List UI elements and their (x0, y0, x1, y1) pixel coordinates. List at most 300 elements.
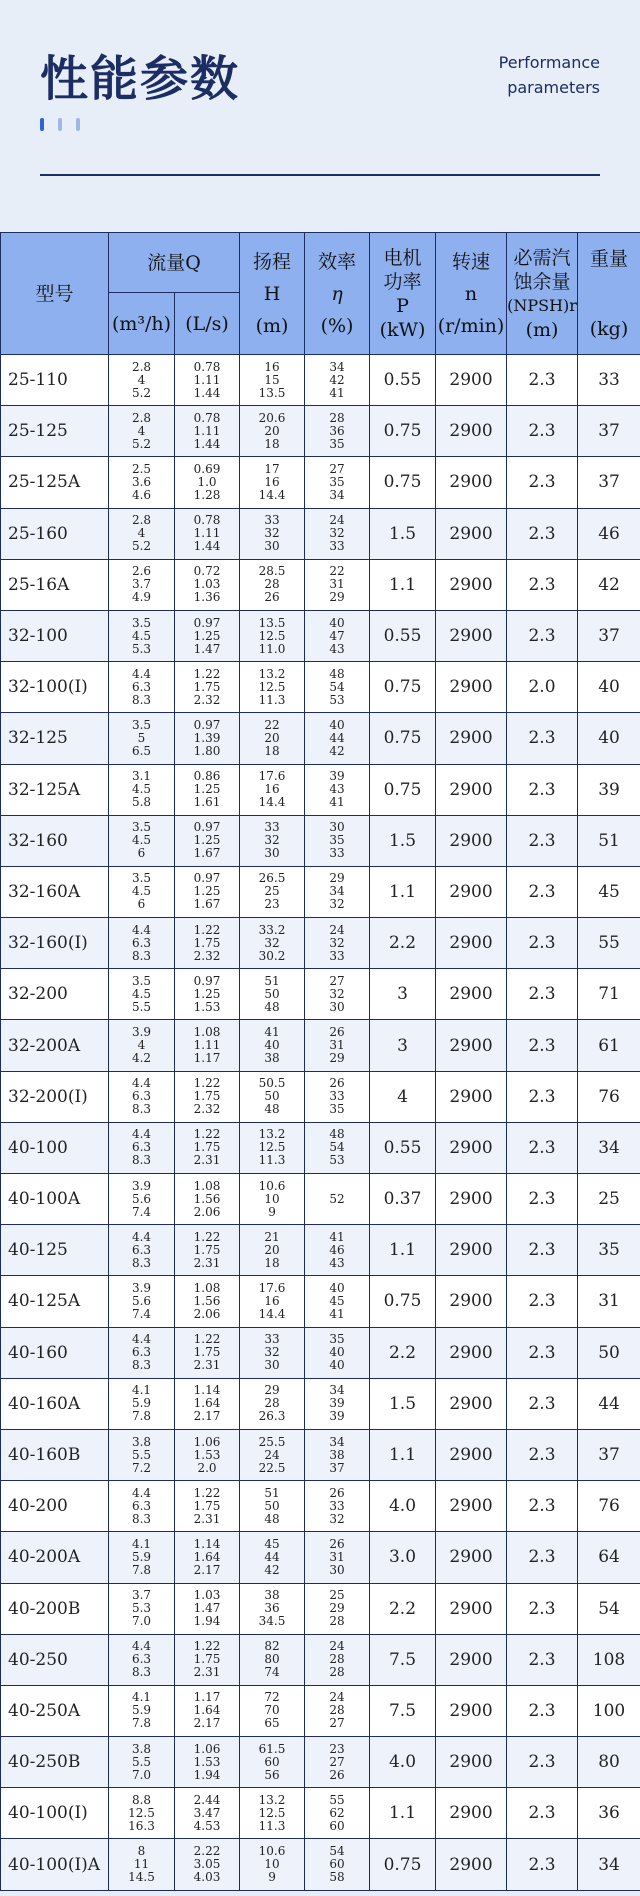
cell-efficiency-value: 33 (329, 1089, 345, 1104)
parameters-table (0, 232, 640, 1891)
cell-efficiency-value: 38 (329, 1447, 345, 1462)
cell-flow-ls-value: 1.67 (193, 846, 221, 861)
cell-head-value: 38 (264, 1588, 280, 1603)
cell-npsh: 2.3 (507, 610, 578, 661)
cell-head (240, 969, 305, 1020)
cell-flow-m3h (109, 1737, 175, 1788)
table-row (1, 1583, 640, 1634)
cell-head (240, 457, 305, 508)
th-flow-m3h: (m³/h) (109, 293, 175, 355)
cell-npsh: 2.3 (507, 866, 578, 917)
cell-flow-m3h-value: 12.5 (128, 1805, 155, 1820)
cell-head-value: 32 (264, 1345, 280, 1360)
cell-flow-m3h-value: 6.5 (131, 743, 152, 758)
table-row (1, 1225, 640, 1276)
cell-flow-m3h-value: 4.4 (131, 666, 152, 681)
cell-power: 0.55 (370, 355, 436, 406)
cell-head-value: 65 (264, 1716, 280, 1731)
table-row (1, 764, 640, 815)
cell-efficiency-value: 31 (329, 1038, 345, 1053)
cell-head-value: 10.6 (258, 1178, 286, 1193)
cell-efficiency (305, 969, 370, 1020)
cell-model: 40-125A (1, 1276, 109, 1327)
th-weight (578, 233, 640, 355)
table-body (1, 355, 640, 1891)
cell-head-value: 32 (264, 935, 280, 950)
cell-efficiency-value: 40 (329, 1358, 345, 1373)
table-row (1, 457, 640, 508)
cell-flow-ls-value: 2.0 (197, 1460, 217, 1475)
cell-flow-ls (175, 713, 240, 764)
cell-model: 40-160 (1, 1327, 109, 1378)
cell-flow-m3h (109, 1481, 175, 1532)
cell-power: 0.75 (370, 1276, 436, 1327)
cell-flow-m3h-value: 8.3 (131, 692, 152, 707)
cell-flow-ls (175, 1532, 240, 1583)
cell-head (240, 1378, 305, 1429)
cell-efficiency-value: 35 (329, 436, 345, 451)
cell-flow-m3h-value: 4.4 (131, 1127, 152, 1142)
cell-flow-ls-value: 1.64 (193, 1549, 221, 1564)
cell-flow-ls-value: 0.97 (193, 615, 221, 630)
cell-flow-ls (175, 406, 240, 457)
cell-power: 2.2 (370, 918, 436, 969)
cell-head-value: 51 (264, 1485, 280, 1500)
cell-head-value: 11.0 (258, 641, 286, 656)
cell-head-value: 21 (264, 1229, 280, 1244)
cell-flow-m3h-value: 7.8 (131, 1716, 152, 1731)
cell-flow-ls-value: 2.32 (193, 1102, 221, 1117)
cell-efficiency-value: 28 (329, 410, 345, 425)
cell-efficiency (305, 1788, 370, 1839)
th-flow: 流量Q (109, 233, 240, 293)
table-row (1, 662, 640, 713)
cell-power: 3 (370, 1020, 436, 1071)
cell-efficiency-value: 39 (329, 769, 345, 784)
cell-power: 4 (370, 1071, 436, 1122)
cell-flow-m3h-value: 3.9 (131, 1280, 152, 1295)
cell-flow-ls (175, 559, 240, 610)
cell-flow-ls-value: 1.14 (193, 1383, 221, 1398)
cell-flow-ls (175, 1737, 240, 1788)
cell-flow-ls-value: 1.03 (193, 1588, 221, 1603)
cell-efficiency-value: 29 (329, 590, 345, 605)
cell-head-value: 14.4 (258, 795, 286, 810)
cell-speed: 2900 (436, 866, 507, 917)
cell-efficiency-value: 46 (329, 1242, 345, 1257)
cell-flow-ls (175, 1429, 240, 1480)
subtitle-line-1: Performance (498, 53, 600, 72)
cell-flow-m3h-value: 6.3 (131, 1345, 152, 1360)
cell-head (240, 406, 305, 457)
cell-flow-ls-value: 1.36 (193, 590, 221, 605)
cell-efficiency-value: 39 (329, 1409, 345, 1424)
cell-flow-ls-value: 1.0 (197, 474, 217, 489)
cell-efficiency-value: 40 (329, 615, 345, 630)
cell-head-value: 18 (264, 743, 280, 758)
cell-flow-m3h (109, 969, 175, 1020)
cell-model: 40-100A (1, 1174, 109, 1225)
cell-flow-ls-value: 1.44 (193, 385, 221, 400)
cell-model: 32-160A (1, 866, 109, 917)
cell-flow-m3h-value: 3.9 (131, 1178, 152, 1193)
cell-efficiency-value: 32 (329, 526, 345, 541)
cell-flow-m3h-value: 4.9 (131, 590, 152, 605)
cell-speed: 2900 (436, 815, 507, 866)
cell-model: 32-200 (1, 969, 109, 1020)
th-npsh-symbol: (NPSH)r (507, 295, 577, 315)
cell-flow-ls (175, 969, 240, 1020)
cell-flow-m3h (109, 1788, 175, 1839)
cell-npsh: 2.3 (507, 815, 578, 866)
th-head (240, 233, 305, 355)
cell-flow-ls-value: 1.08 (193, 1280, 221, 1295)
cell-head-value: 48 (264, 999, 280, 1014)
cell-head-value: 15 (264, 372, 280, 387)
cell-head (240, 866, 305, 917)
cell-efficiency-value: 34 (329, 884, 345, 899)
cell-efficiency (305, 1583, 370, 1634)
cell-flow-ls-value: 1.44 (193, 539, 221, 554)
cell-npsh: 2.0 (507, 662, 578, 713)
cell-head-value: 56 (264, 1767, 280, 1782)
cell-flow-ls-value: 1.06 (193, 1741, 221, 1756)
cell-flow-m3h-value: 2.8 (131, 513, 152, 528)
cell-efficiency-value: 62 (329, 1805, 345, 1820)
cell-speed: 2900 (436, 1481, 507, 1532)
cell-head (240, 1071, 305, 1122)
cell-head-value: 45 (264, 1536, 280, 1551)
cell-weight: 33 (578, 355, 640, 406)
cell-speed: 2900 (436, 1071, 507, 1122)
cell-flow-m3h-value: 7.4 (131, 1204, 152, 1219)
cell-flow-m3h-value: 6 (137, 897, 146, 912)
cell-flow-m3h (109, 1378, 175, 1429)
cell-head-value: 11.3 (258, 1153, 286, 1168)
cell-efficiency (305, 457, 370, 508)
cell-efficiency-value: 40 (329, 717, 345, 732)
cell-head-value: 74 (264, 1665, 280, 1680)
cell-flow-ls-value: 1.25 (193, 833, 221, 848)
cell-npsh: 2.3 (507, 1378, 578, 1429)
cell-npsh: 2.3 (507, 1583, 578, 1634)
cell-flow-m3h-value: 8.3 (131, 1102, 152, 1117)
cell-head-value: 50 (264, 986, 280, 1001)
cell-head-value: 26.5 (258, 871, 286, 886)
th-power (370, 233, 436, 355)
cell-weight: 37 (578, 1429, 640, 1480)
cell-flow-m3h-value: 7.4 (131, 1306, 152, 1321)
cell-flow-ls-value: 1.75 (193, 1140, 221, 1155)
cell-flow-m3h-value: 4.5 (131, 782, 152, 797)
cell-head-value: 9 (268, 1204, 276, 1219)
cell-weight: 71 (578, 969, 640, 1020)
cell-power: 0.75 (370, 406, 436, 457)
cell-flow-m3h-value: 5.2 (131, 539, 152, 554)
table-row (1, 1685, 640, 1736)
cell-weight: 39 (578, 764, 640, 815)
cell-power: 1.1 (370, 559, 436, 610)
cell-flow-m3h-value: 8 (137, 1844, 146, 1859)
cell-flow-ls (175, 355, 240, 406)
cell-flow-ls-value: 3.05 (193, 1857, 221, 1872)
cell-flow-m3h-value: 4.5 (131, 628, 152, 643)
cell-efficiency (305, 559, 370, 610)
cell-flow-ls-value: 1.22 (193, 1332, 221, 1347)
cell-flow-ls-value: 0.97 (193, 973, 221, 988)
cell-head-value: 32 (264, 833, 280, 848)
cell-head-value: 80 (264, 1652, 280, 1667)
cell-weight: 45 (578, 866, 640, 917)
cell-efficiency (305, 406, 370, 457)
cell-head (240, 1583, 305, 1634)
cell-weight: 34 (578, 1839, 640, 1890)
cell-power: 0.55 (370, 1122, 436, 1173)
cell-flow-ls-value: 1.11 (193, 526, 221, 541)
cell-flow-ls (175, 918, 240, 969)
cell-efficiency-value: 41 (329, 1229, 345, 1244)
cell-flow-ls-value: 2.17 (193, 1716, 221, 1731)
cell-head-value: 13.2 (258, 1127, 286, 1142)
cell-efficiency (305, 866, 370, 917)
cell-flow-ls-value: 0.78 (193, 410, 221, 425)
th-head-unit: (m) (255, 314, 289, 337)
cell-efficiency-value: 30 (329, 999, 345, 1014)
cell-efficiency-value: 27 (329, 1716, 345, 1731)
cell-efficiency-value: 27 (329, 1754, 345, 1769)
cell-efficiency-value: 26 (329, 1767, 345, 1782)
cell-head-value: 61.5 (258, 1741, 286, 1756)
cell-head-value: 10.6 (258, 1844, 286, 1859)
cell-flow-m3h (109, 1174, 175, 1225)
cell-efficiency-value: 41 (329, 385, 345, 400)
cell-power: 1.1 (370, 1429, 436, 1480)
cell-head-value: 29 (264, 1383, 280, 1398)
cell-efficiency-value: 24 (329, 513, 345, 528)
cell-head-value: 33 (264, 820, 280, 835)
cell-flow-m3h-value: 4.1 (131, 1383, 152, 1398)
cell-model: 25-125A (1, 457, 109, 508)
cell-speed: 2900 (436, 1839, 507, 1890)
cell-head-value: 17.6 (258, 1280, 286, 1295)
cell-flow-m3h-value: 3.7 (131, 1588, 152, 1603)
th-speed-symbol: n (464, 282, 478, 305)
cell-flow-m3h-value: 4.5 (131, 884, 152, 899)
table-row (1, 1378, 640, 1429)
cell-model: 40-200B (1, 1583, 109, 1634)
cell-flow-ls-value: 1.75 (193, 1089, 221, 1104)
cell-flow-m3h-value: 8.3 (131, 1665, 152, 1680)
cell-weight: 80 (578, 1737, 640, 1788)
cell-efficiency-value: 35 (329, 1332, 345, 1347)
cell-flow-ls-value: 2.31 (193, 1153, 221, 1168)
cell-flow-m3h-value: 3.1 (131, 769, 152, 784)
th-weight-label: 重量 (590, 247, 629, 270)
cell-efficiency-value: 28 (329, 1703, 345, 1718)
cell-flow-m3h-value: 7.0 (131, 1614, 152, 1629)
cell-npsh: 2.3 (507, 1788, 578, 1839)
cell-weight: 54 (578, 1583, 640, 1634)
cell-speed: 2900 (436, 1378, 507, 1429)
cell-model: 40-100(I)A (1, 1839, 109, 1890)
cell-npsh: 2.3 (507, 1429, 578, 1480)
cell-head-value: 38 (264, 1051, 280, 1066)
decor-dot-3 (76, 118, 80, 131)
cell-head-value: 16 (264, 359, 280, 374)
cell-efficiency-value: 29 (329, 1601, 345, 1616)
cell-efficiency-value: 41 (329, 795, 345, 810)
cell-power: 1.1 (370, 1225, 436, 1276)
cell-efficiency-value: 42 (329, 743, 345, 758)
cell-flow-m3h-value: 5.2 (131, 385, 152, 400)
table-row (1, 559, 640, 610)
cell-efficiency-value: 40 (329, 1280, 345, 1295)
decor-dot-1 (40, 118, 44, 131)
cell-model: 40-250B (1, 1737, 109, 1788)
cell-flow-ls-value: 1.44 (193, 436, 221, 451)
cell-head (240, 1532, 305, 1583)
cell-head-value: 12.5 (258, 1805, 286, 1820)
cell-flow-m3h-value: 8.3 (131, 1358, 152, 1373)
cell-speed: 2900 (436, 1634, 507, 1685)
cell-flow-m3h-value: 4 (137, 372, 146, 387)
cell-efficiency-value: 32 (329, 1511, 345, 1526)
cell-efficiency-value: 55 (329, 1792, 345, 1807)
cell-flow-ls-value: 1.53 (193, 999, 221, 1014)
cell-flow-m3h-value: 7.2 (131, 1460, 152, 1475)
cell-flow-m3h-value: 8.3 (131, 1153, 152, 1168)
cell-flow-ls-value: 1.17 (193, 1690, 221, 1705)
cell-efficiency-value: 35 (329, 833, 345, 848)
cell-flow-m3h (109, 1327, 175, 1378)
cell-flow-ls (175, 1225, 240, 1276)
cell-head (240, 815, 305, 866)
cell-speed: 2900 (436, 1737, 507, 1788)
cell-flow-ls (175, 1020, 240, 1071)
cell-flow-m3h-value: 6.3 (131, 1140, 152, 1155)
cell-flow-ls-value: 0.78 (193, 513, 221, 528)
cell-flow-m3h-value: 5.8 (131, 795, 152, 810)
cell-flow-ls-value: 4.53 (193, 1818, 221, 1833)
cell-flow-m3h-value: 5 (137, 730, 146, 745)
cell-head-value: 26.3 (258, 1409, 286, 1424)
cell-flow-ls-value: 1.94 (193, 1614, 221, 1629)
cell-efficiency-value: 28 (329, 1665, 345, 1680)
cell-flow-ls-value: 2.06 (193, 1306, 221, 1321)
cell-flow-m3h-value: 3.5 (131, 820, 152, 835)
table-row (1, 1839, 640, 1890)
cell-flow-ls-value: 1.75 (193, 935, 221, 950)
cell-power: 1.5 (370, 1378, 436, 1429)
cell-npsh: 2.3 (507, 457, 578, 508)
cell-flow-m3h-value: 4.4 (131, 1076, 152, 1091)
cell-speed: 2900 (436, 713, 507, 764)
th-npsh (507, 233, 578, 355)
cell-flow-ls-value: 1.94 (193, 1767, 221, 1782)
cell-efficiency-value: 24 (329, 1639, 345, 1654)
cell-flow-ls-value: 1.25 (193, 628, 221, 643)
cell-head (240, 1481, 305, 1532)
cell-flow-ls-value: 1.06 (193, 1434, 221, 1449)
cell-flow-ls (175, 1634, 240, 1685)
cell-npsh: 2.3 (507, 508, 578, 559)
cell-power: 0.37 (370, 1174, 436, 1225)
cell-efficiency-value: 34 (329, 1383, 345, 1398)
cell-efficiency-value: 26 (329, 1485, 345, 1500)
cell-weight: 64 (578, 1532, 640, 1583)
cell-head-value: 10 (264, 1857, 280, 1872)
table-row (1, 866, 640, 917)
cell-head (240, 610, 305, 661)
cell-power: 3.0 (370, 1532, 436, 1583)
cell-flow-ls-value: 2.17 (193, 1562, 221, 1577)
table-row (1, 1327, 640, 1378)
cell-flow-m3h-value: 2.8 (131, 410, 152, 425)
cell-head-value: 33 (264, 1332, 280, 1347)
cell-efficiency (305, 662, 370, 713)
cell-efficiency-value: 24 (329, 1690, 345, 1705)
cell-head-value: 50 (264, 1498, 280, 1513)
cell-flow-m3h-value: 8.3 (131, 1511, 152, 1526)
th-head-label: 扬程 (253, 250, 292, 273)
cell-efficiency-value: 37 (329, 1460, 345, 1475)
cell-head (240, 508, 305, 559)
cell-flow-m3h-value: 4.5 (131, 986, 152, 1001)
cell-model: 40-250A (1, 1685, 109, 1736)
cell-efficiency-value: 43 (329, 782, 345, 797)
cell-flow-ls (175, 1174, 240, 1225)
cell-flow-m3h-value: 3.9 (131, 1025, 152, 1040)
cell-model: 32-125A (1, 764, 109, 815)
table-row (1, 969, 640, 1020)
cell-flow-ls-value: 1.03 (193, 577, 221, 592)
cell-efficiency (305, 764, 370, 815)
table-header (1, 233, 640, 355)
cell-npsh: 2.3 (507, 1020, 578, 1071)
cell-npsh: 2.3 (507, 969, 578, 1020)
th-head-symbol: H (263, 282, 281, 305)
cell-speed: 2900 (436, 1788, 507, 1839)
cell-flow-ls-value: 1.39 (193, 730, 221, 745)
cell-flow-m3h (109, 559, 175, 610)
cell-head-value: 28.5 (258, 564, 286, 579)
cell-flow-m3h (109, 918, 175, 969)
cell-flow-ls (175, 866, 240, 917)
cell-model: 25-16A (1, 559, 109, 610)
cell-model: 32-160 (1, 815, 109, 866)
cell-flow-m3h (109, 1122, 175, 1173)
cell-power: 1.1 (370, 1788, 436, 1839)
cell-flow-m3h (109, 1532, 175, 1583)
cell-head-value: 42 (264, 1562, 280, 1577)
cell-flow-m3h-value: 4.6 (131, 487, 152, 502)
cell-flow-ls (175, 1685, 240, 1736)
cell-head (240, 1020, 305, 1071)
cell-efficiency (305, 1174, 370, 1225)
page-header (0, 0, 640, 232)
cell-flow-ls-value: 1.22 (193, 1229, 221, 1244)
cell-model: 32-200A (1, 1020, 109, 1071)
cell-speed: 2900 (436, 918, 507, 969)
cell-flow-ls-value: 1.11 (193, 1038, 221, 1053)
cell-weight: 61 (578, 1020, 640, 1071)
cell-weight: 100 (578, 1685, 640, 1736)
table-row (1, 1532, 640, 1583)
cell-head (240, 355, 305, 406)
th-speed-unit: (r/min) (437, 314, 505, 337)
cell-head-value: 12.5 (258, 1140, 286, 1155)
cell-flow-ls-value: 1.08 (193, 1025, 221, 1040)
